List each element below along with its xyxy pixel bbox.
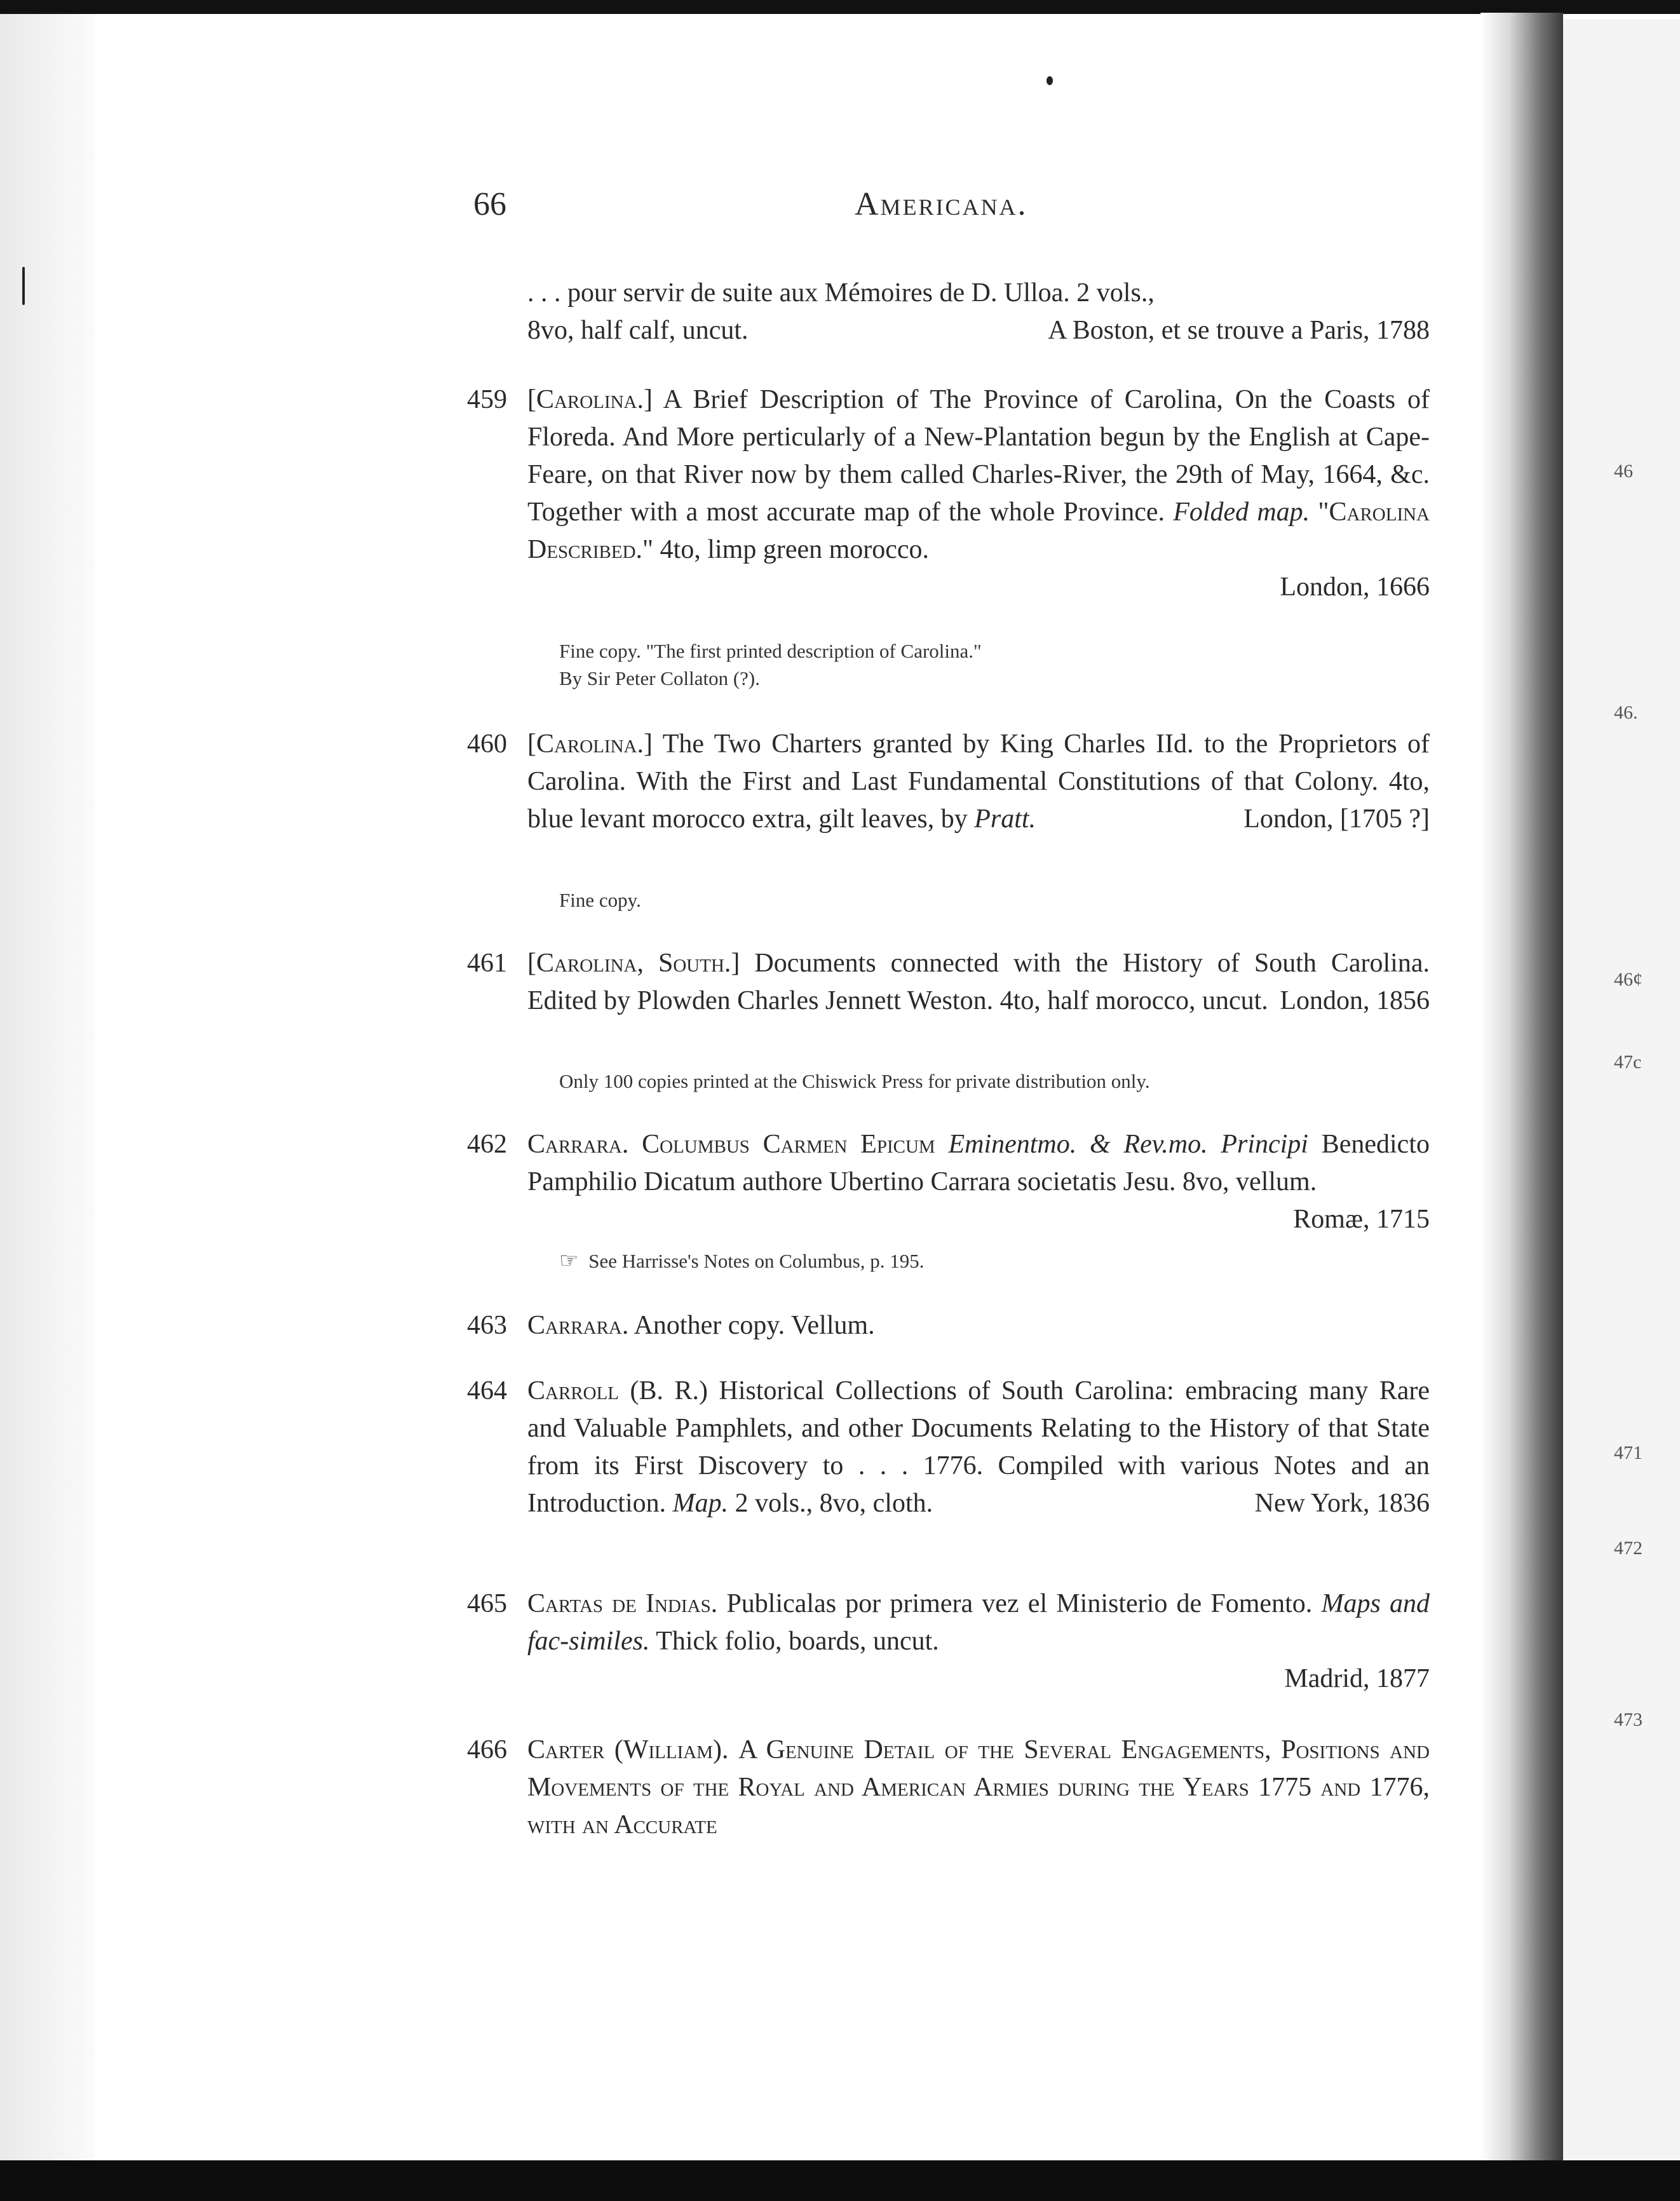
entry-note xyxy=(559,637,1436,692)
entry-heading: Carroll (B. R.) xyxy=(527,1376,708,1405)
entry-text: Columbus Carmen Epicum xyxy=(642,1130,935,1159)
facing-page-edge xyxy=(1563,19,1680,2160)
entry-number: 465 xyxy=(467,1589,507,1618)
entry-imprint: New York, 1836 xyxy=(1254,1489,1430,1518)
note-line: By Sir Peter Collaton (?). xyxy=(559,667,760,689)
margin-number: 46¢ xyxy=(1614,969,1643,990)
entry-number: 466 xyxy=(467,1735,507,1764)
entry-format: 2 vols., 8vo, cloth. xyxy=(735,1489,933,1518)
entry-text: Another copy. Vellum. xyxy=(633,1311,875,1340)
scan-bottom-border xyxy=(0,2160,1680,2201)
running-head: Americana. xyxy=(855,186,1028,222)
entry-italic: Map. xyxy=(672,1489,729,1518)
entry-number: 462 xyxy=(467,1130,507,1159)
entry-imprint: London, 1856 xyxy=(1280,986,1430,1015)
entry-heading: Carrara. xyxy=(527,1130,629,1159)
entry-italic: Folded map. xyxy=(1173,498,1310,527)
page-number: 66 xyxy=(473,186,506,222)
margin-number: 46 xyxy=(1614,461,1633,482)
entry-461 xyxy=(527,945,1430,1020)
continuation-format: 8vo, half calf, uncut. xyxy=(527,316,749,345)
entry-note: Fine copy. xyxy=(559,889,641,911)
entry-text: Benedicto Pamphilio Dicatum authore Ubertino Carrara societatis Jesu. 8vo, vellum. xyxy=(527,1130,1430,1196)
ink-speck xyxy=(22,267,25,305)
entry-title: "Carolina Described." xyxy=(527,498,1430,564)
entry-number: 459 xyxy=(467,385,507,414)
entry-number: 460 xyxy=(467,729,507,759)
entry-heading: Carrara. xyxy=(527,1311,629,1340)
margin-number: 47c xyxy=(1614,1052,1642,1073)
entry-459 xyxy=(527,381,1430,606)
entry-text: Documents connected with the History of South Carolina. Edited by Plowden Charles Jennett Weston. 4to, half morocco, uncut. xyxy=(527,949,1430,1015)
entry-462 xyxy=(527,1126,1430,1238)
entry-heading: Cartas de Indias. xyxy=(527,1589,718,1618)
ink-speck xyxy=(1047,76,1053,85)
book-gutter-shadow xyxy=(1480,13,1563,2160)
continuation-entry xyxy=(527,274,1430,349)
entry-note xyxy=(559,1247,1436,1275)
margin-number: 473 xyxy=(1614,1709,1643,1730)
margin-number: 471 xyxy=(1614,1442,1643,1463)
scan-left-gutter xyxy=(0,0,95,2201)
entry-heading: [Carolina.] xyxy=(527,385,653,414)
pointing-hand-icon: ☞ xyxy=(559,1249,579,1273)
entry-466 xyxy=(527,1731,1430,1844)
entry-number: 461 xyxy=(467,949,507,978)
entry-463 xyxy=(527,1307,1430,1344)
entry-italic: Maps and fac-similes. xyxy=(527,1589,1430,1656)
entry-number: 463 xyxy=(467,1311,507,1340)
entry-format: 4to, limp green morocco. xyxy=(660,535,930,564)
entry-text: The Two Charters granted by King Charles IId. to the Proprietors of Carolina. With the First and Last Fundamental Constitutions of that Colony. 4to, blue levant morocco extra, gilt leaves, by xyxy=(527,729,1430,834)
entry-text: Publicalas por primera vez el Ministerio de Fomento. xyxy=(726,1589,1313,1618)
entry-heading: Carter (William). xyxy=(527,1735,729,1764)
margin-number: 472 xyxy=(1614,1538,1643,1559)
entry-heading: [Carolina, South.] xyxy=(527,949,740,978)
continuation-imprint: A Boston, et se trouve a Paris, 1788 xyxy=(1048,316,1430,345)
entry-text: Historical Collections of South Carolina: embracing many Rare and Valuable Pamphlets, and other Documents Relating to the History of that State from its First Discovery to . . . 1776. Compiled with various Notes and an Introduction. xyxy=(527,1376,1430,1518)
entry-imprint: London, 1666 xyxy=(1280,572,1430,602)
entry-italic: Pratt. xyxy=(974,804,1036,834)
entry-imprint: London, [1705 ?] xyxy=(1243,804,1430,834)
entry-text: A Genuine Detail of the Several Engagements, Positions and Movements of the Royal and American Armies during the Years 1775 and 1776, with an Accurate xyxy=(527,1735,1430,1839)
entry-format: Thick folio, boards, uncut. xyxy=(656,1627,939,1656)
entry-number: 464 xyxy=(467,1376,507,1405)
entry-460 xyxy=(527,726,1430,838)
note-text: See Harrisse's Notes on Columbus, p. 195. xyxy=(588,1250,925,1272)
continuation-imprint-line xyxy=(527,312,1430,349)
entry-465 xyxy=(527,1585,1430,1698)
continuation-line: . . . pour servir de suite aux Mémoires de D. Ulloa. 2 vols., xyxy=(527,278,1155,308)
entry-italic: Eminentmo. & Rev.mo. Principi xyxy=(948,1130,1308,1159)
scan-top-border xyxy=(0,0,1680,14)
entry-imprint: Madrid, 1877 xyxy=(1284,1664,1430,1693)
entry-note: Only 100 copies printed at the Chiswick Press for private distribution only. xyxy=(559,1070,1150,1092)
entry-text: A Brief Description of The Province of Carolina, On the Coasts of Floreda. And More perticularly of a New-Plantation begun by the English at Cape-Feare, on that River now by them called Charles-River, the 29th of May, 1664, &c. Together with a most accurate map of the whole Province. xyxy=(527,385,1430,527)
entry-464 xyxy=(527,1372,1430,1522)
note-line: Fine copy. "The first printed description of Carolina." xyxy=(559,640,982,662)
margin-number: 46. xyxy=(1614,702,1638,723)
entry-heading: [Carolina.] xyxy=(527,729,653,759)
entry-imprint: Romæ, 1715 xyxy=(1293,1205,1430,1234)
